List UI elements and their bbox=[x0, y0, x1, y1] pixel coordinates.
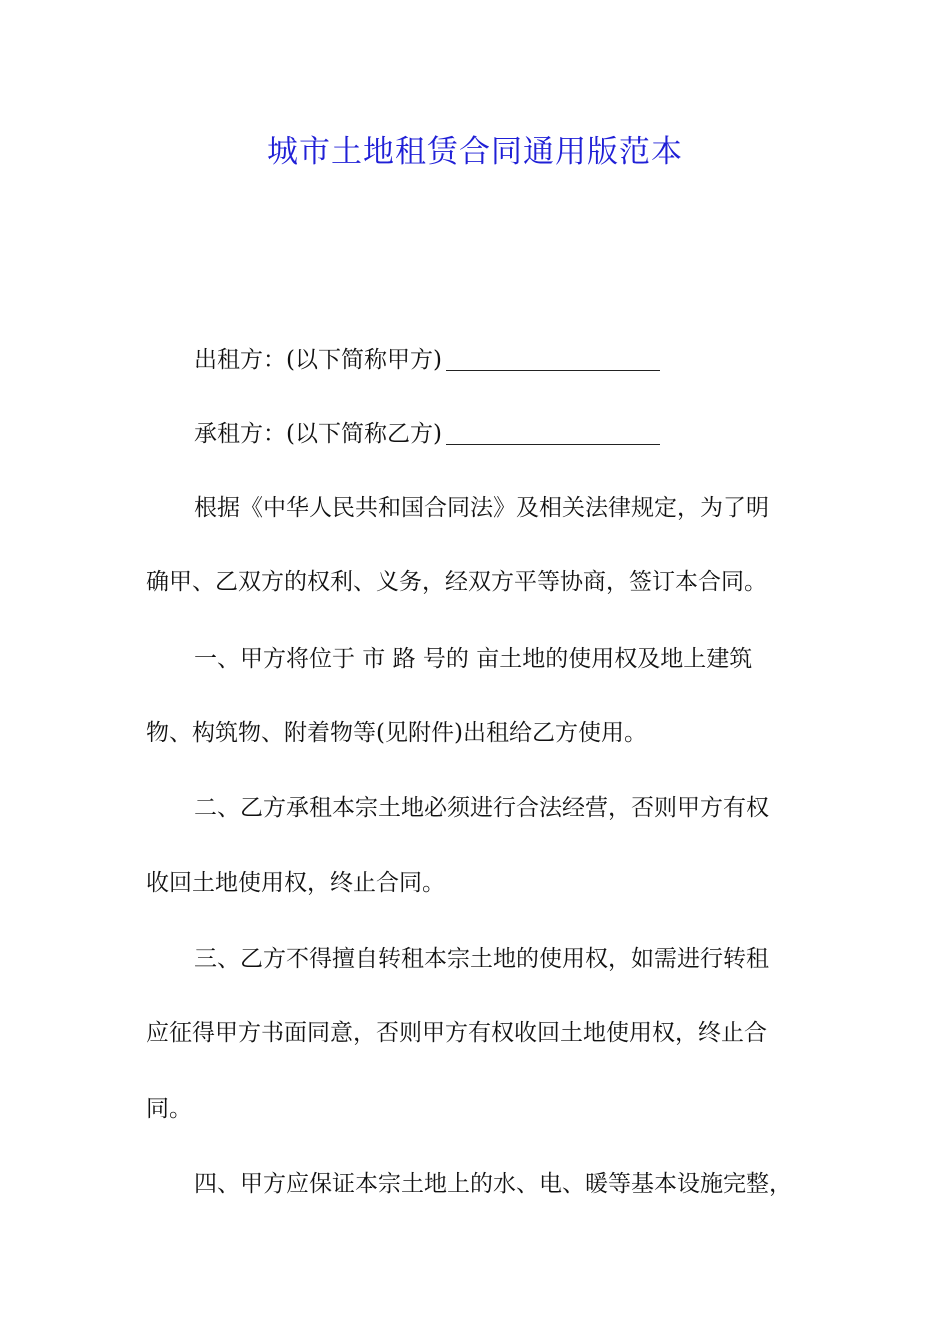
paragraph-line: 三、乙方不得擅自转租本宗土地的使用权，如需进行转租 bbox=[194, 946, 769, 972]
lessor-blank bbox=[446, 348, 660, 371]
paragraph-line: 一、甲方将位于 市 路 号的 亩土地的使用权及地上建筑 bbox=[194, 646, 753, 672]
lessee-line bbox=[194, 416, 874, 452]
paragraph-line: 同。 bbox=[146, 1096, 192, 1122]
lessee-label: 承租方：(以下简称乙方) bbox=[194, 421, 442, 447]
paragraph-line: 根据《中华人民共和国合同法》及相关法律规定，为了明 bbox=[194, 495, 769, 521]
lessor-line bbox=[194, 342, 874, 378]
paragraph-line: 收回土地使用权，终止合同。 bbox=[146, 870, 445, 896]
paragraph-line: 二、乙方承租本宗土地必须进行合法经营，否则甲方有权 bbox=[194, 795, 769, 821]
paragraph-line: 物、构筑物、附着物等(见附件)出租给乙方使用。 bbox=[146, 720, 647, 746]
paragraph-line: 确甲、乙双方的权利、义务，经双方平等协商，签订本合同。 bbox=[146, 569, 767, 595]
lessee-blank bbox=[446, 422, 660, 445]
document-title: 城市土地租赁合同通用版范本 bbox=[267, 134, 683, 170]
lessor-label: 出租方：(以下简称甲方) bbox=[194, 347, 442, 373]
paragraph-line: 应征得甲方书面同意，否则甲方有权收回土地使用权，终止合 bbox=[146, 1020, 767, 1046]
paragraph-line: 四、甲方应保证本宗土地上的水、电、暖等基本设施完整， bbox=[194, 1171, 792, 1197]
